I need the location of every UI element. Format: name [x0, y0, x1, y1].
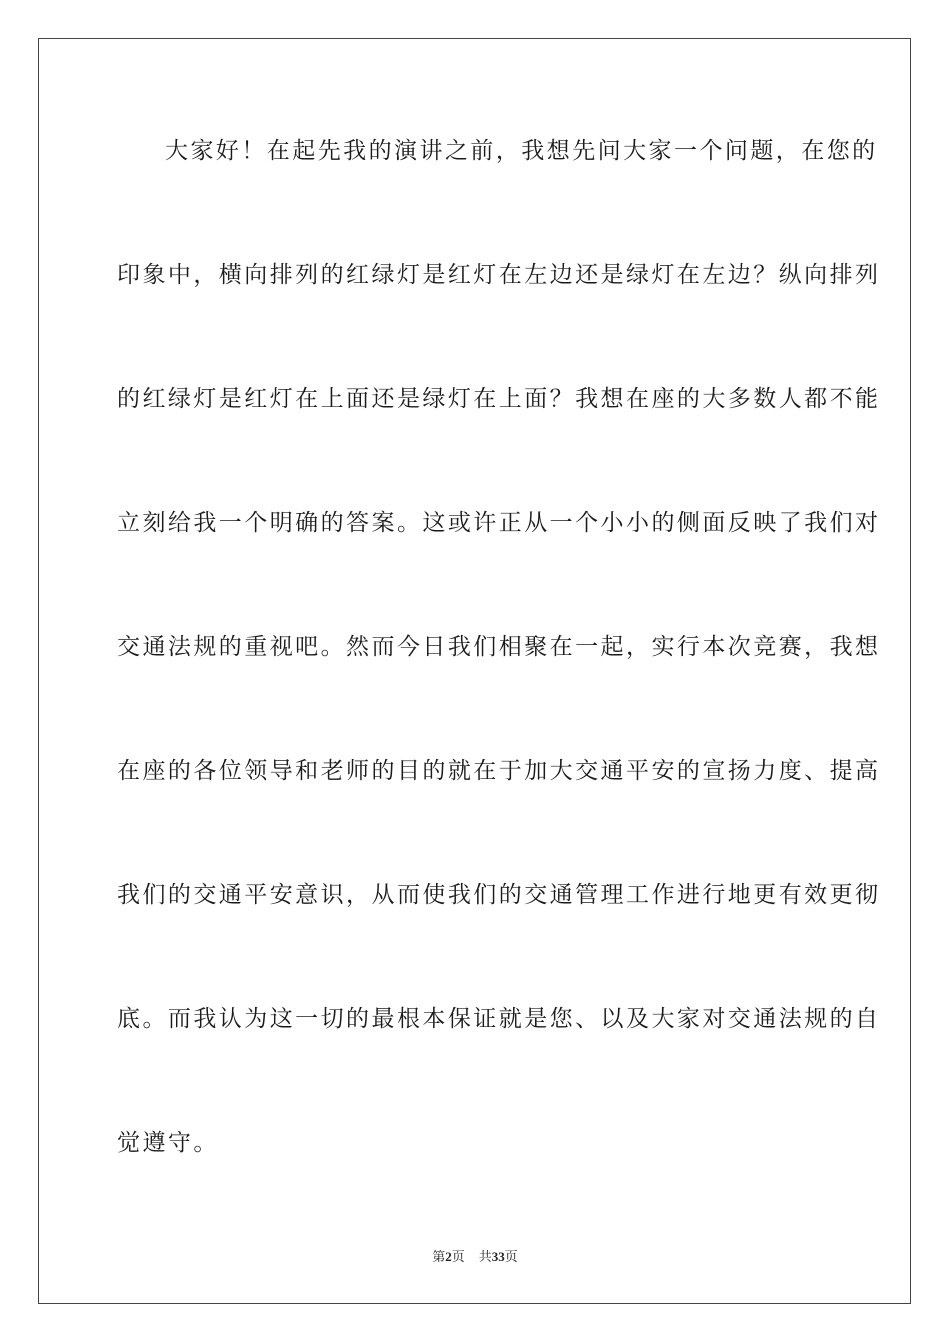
paragraph-line-1: 大家好！在起先我的演讲之前，我想先问大家一个问题，在您的 [165, 138, 878, 164]
paragraph-line-3: 的红绿灯是红灯在上面还是绿灯在上面？我想在座的大多数人都不能 [117, 386, 881, 412]
paragraph-line-6: 在座的各位领导和老师的目的就在于加大交通平安的宣扬力度、提高 [117, 758, 881, 784]
paragraph-line-8: 底。而我认为这一切的最根本保证就是您、以及大家对交通法规的自 [117, 1006, 881, 1032]
total-pages: 33 [491, 1249, 505, 1264]
page-footer [0, 1246, 950, 1265]
page-suffix: 页 [451, 1250, 465, 1265]
speech-paragraph [117, 120, 881, 1236]
page-number: 2 [445, 1249, 452, 1264]
paragraph-line-2: 印象中，横向排列的红绿灯是红灯在左边还是绿灯在左边？纵向排列 [117, 262, 881, 288]
paragraph-line-7: 我们的交通平安意识，从而使我们的交通管理工作进行地更有效更彻 [117, 882, 881, 908]
paragraph-line-9: 觉遵守。 [117, 1130, 219, 1156]
page-prefix: 第 [432, 1250, 446, 1265]
total-suffix: 页 [504, 1250, 518, 1265]
total-prefix: 共 [478, 1250, 492, 1265]
paragraph-line-5: 交通法规的重视吧。然而今日我们相聚在一起，实行本次竞赛，我想 [117, 634, 881, 660]
paragraph-line-4: 立刻给我一个明确的答案。这或许正从一个小小的侧面反映了我们对 [117, 510, 881, 536]
